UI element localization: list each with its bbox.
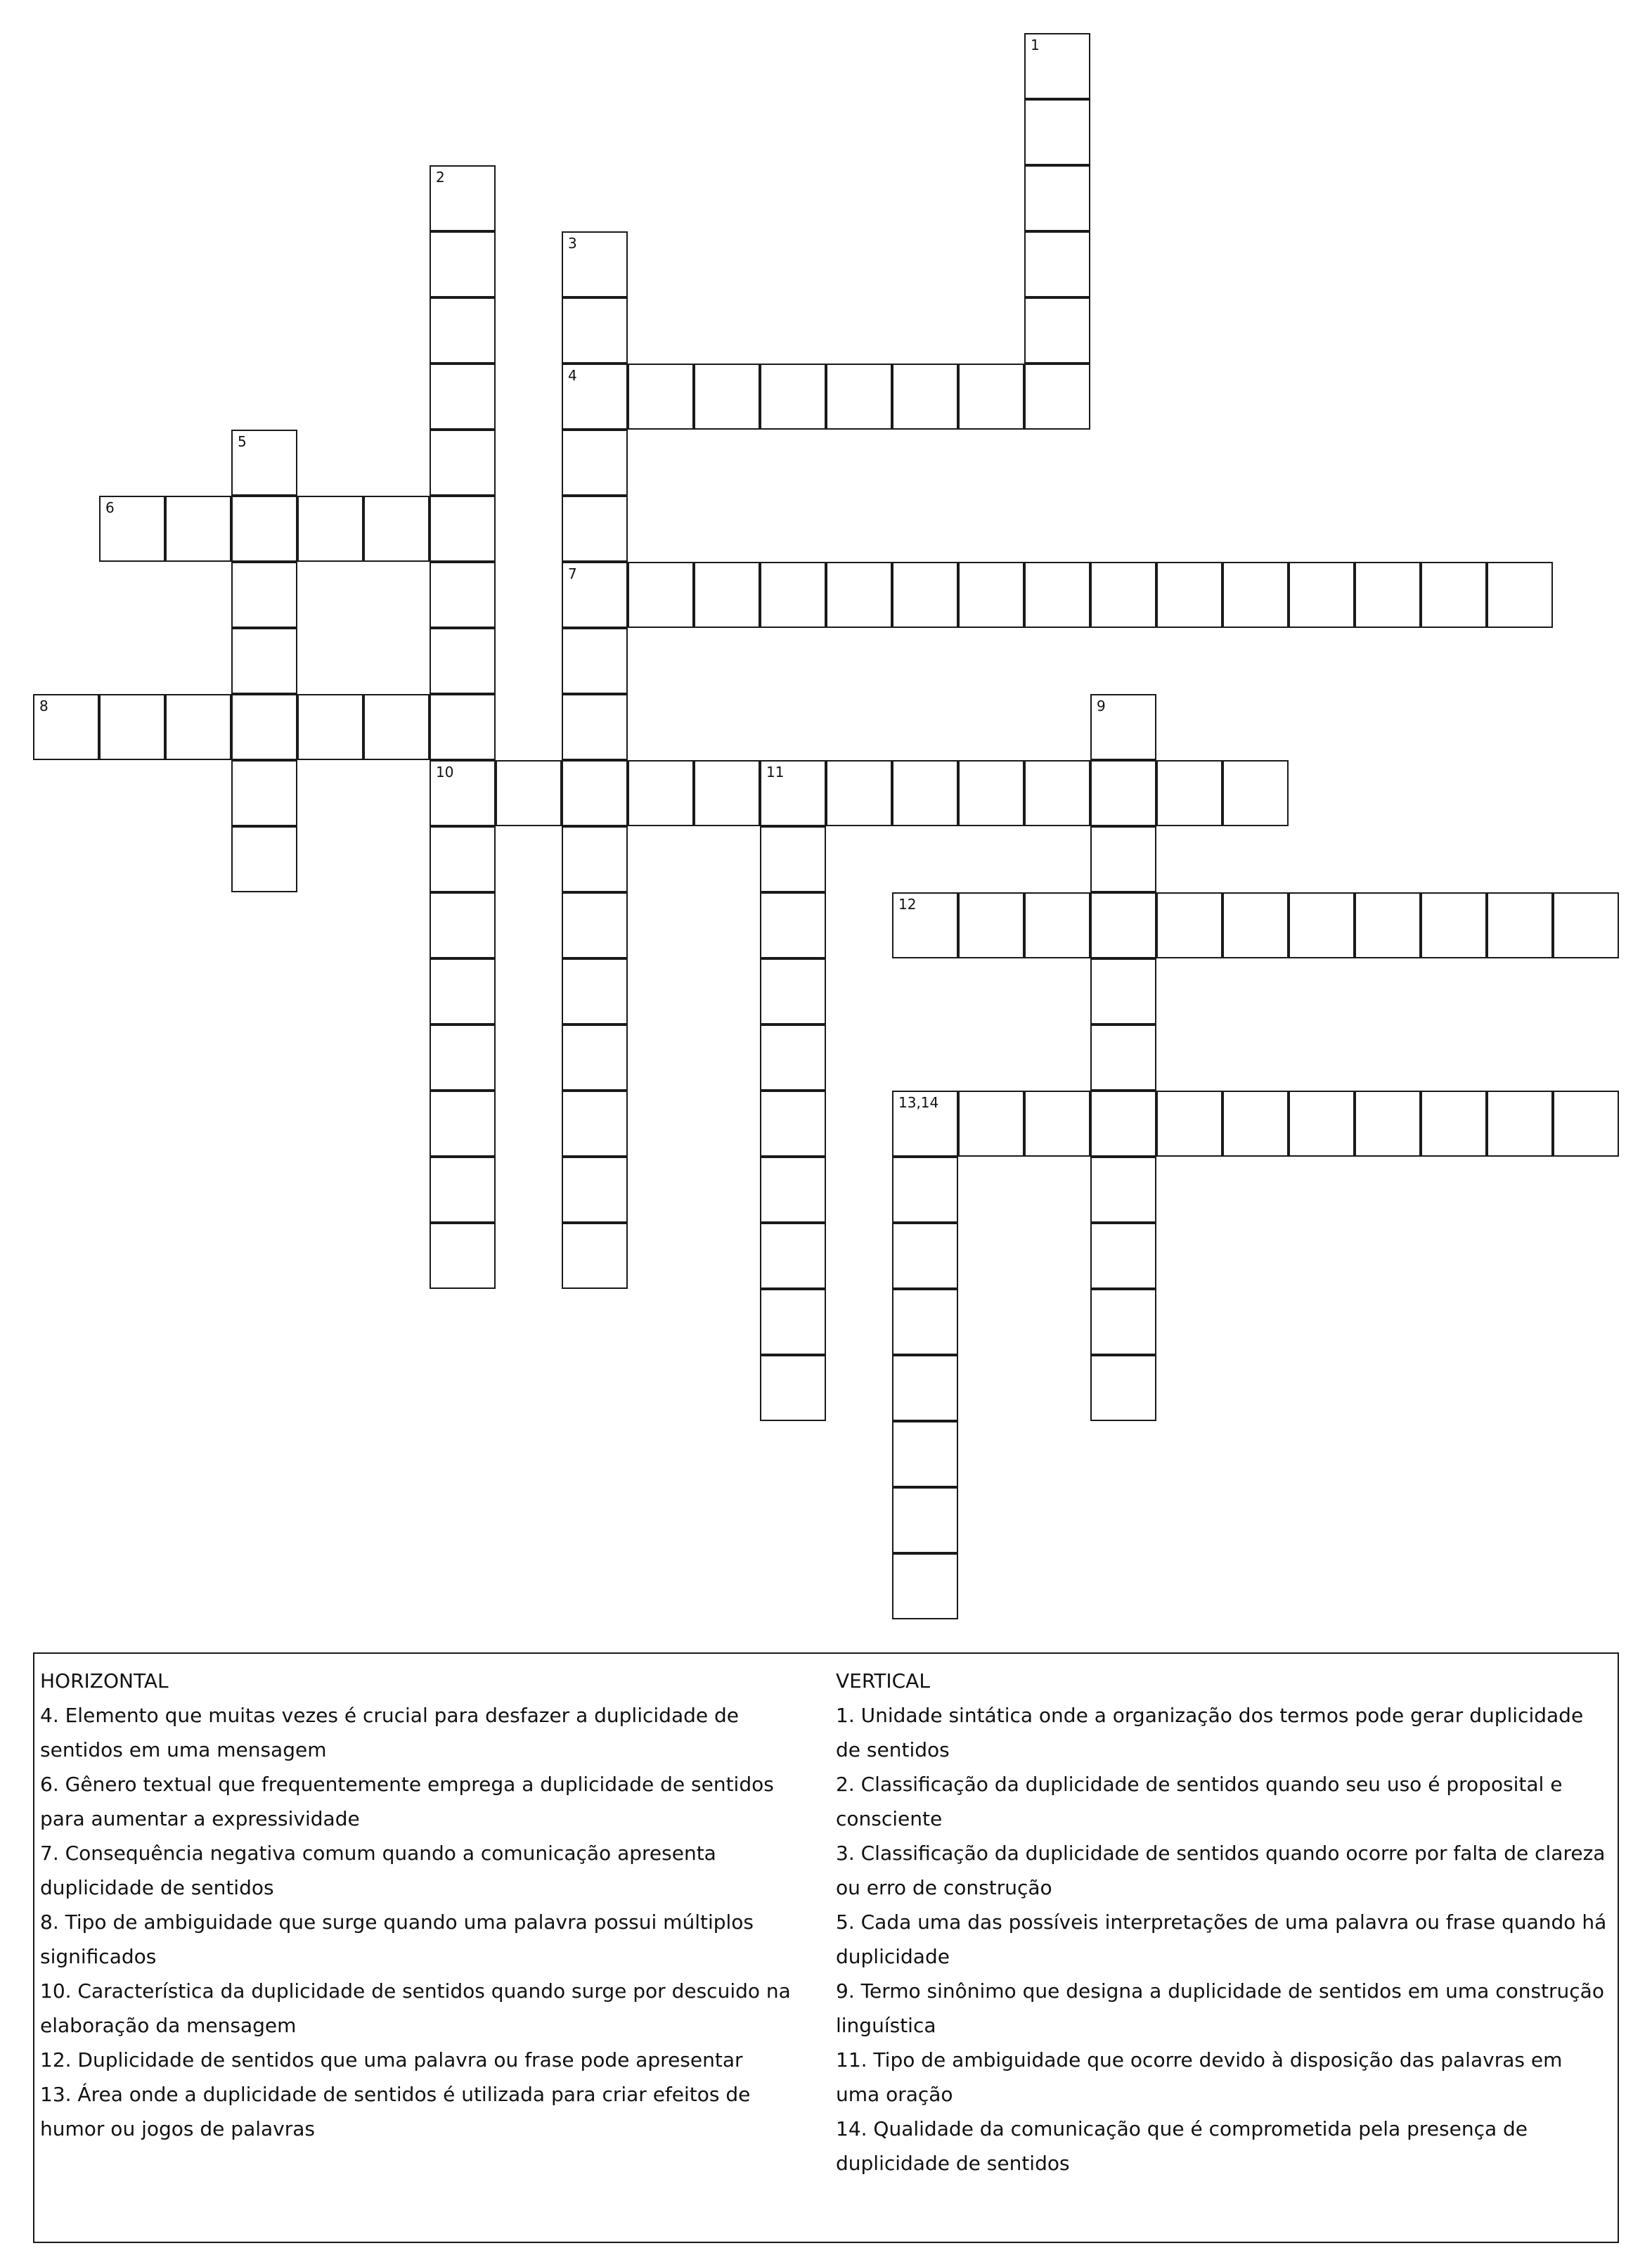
crossword-cell[interactable]	[231, 826, 297, 892]
crossword-cell[interactable]	[1024, 231, 1090, 297]
crossword-cell[interactable]	[1090, 1157, 1156, 1223]
crossword-cell[interactable]	[165, 694, 231, 760]
clue-number: 1	[1031, 37, 1040, 53]
crossword-cell[interactable]	[1421, 562, 1487, 628]
crossword-cell[interactable]	[231, 430, 297, 496]
crossword-cell[interactable]	[628, 760, 694, 826]
crossword-cell[interactable]	[1289, 562, 1355, 628]
crossword-cell[interactable]	[1090, 1355, 1156, 1421]
crossword-cell[interactable]	[628, 364, 694, 430]
crossword-cell[interactable]	[1090, 958, 1156, 1025]
vertical-heading: VERTICAL	[836, 1669, 930, 1693]
crossword-cell[interactable]	[1024, 892, 1090, 958]
crossword-cell[interactable]	[496, 760, 562, 826]
crossword-cell[interactable]	[958, 562, 1024, 628]
crossword-cell[interactable]	[760, 1025, 826, 1091]
crossword-cell[interactable]	[363, 694, 430, 760]
clue-number: 5	[238, 433, 247, 450]
crossword-cell[interactable]	[430, 297, 496, 364]
crossword-cell[interactable]	[892, 1487, 958, 1553]
clue-number: 8	[39, 698, 49, 714]
crossword-cell[interactable]	[958, 1091, 1024, 1157]
crossword-cell[interactable]	[1355, 1091, 1421, 1157]
crossword-cell[interactable]	[892, 892, 958, 958]
crossword-cell[interactable]	[562, 760, 628, 826]
clue-number-7: 7	[568, 565, 577, 582]
crossword-cell[interactable]	[430, 165, 496, 231]
horizontal-heading: HORIZONTAL	[40, 1669, 169, 1693]
crossword-cell[interactable]	[1090, 562, 1156, 628]
crossword-cell[interactable]	[1355, 562, 1421, 628]
crossword-cell[interactable]	[430, 496, 496, 562]
crossword-cell[interactable]	[892, 1553, 958, 1619]
crossword-cell[interactable]	[826, 760, 892, 826]
crossword-cell[interactable]	[430, 1091, 496, 1157]
crossword-cell[interactable]	[694, 760, 760, 826]
crossword-cell[interactable]	[892, 1091, 958, 1157]
crossword-cell[interactable]	[694, 562, 760, 628]
crossword-cell[interactable]	[892, 1289, 958, 1355]
clue-vertical-11: 11. Tipo de ambiguidade que ocorre devido à disposição das palavras em uma oração	[836, 2048, 1563, 2106]
crossword-cell[interactable]	[1289, 1091, 1355, 1157]
crossword-cell[interactable]	[297, 694, 363, 760]
clue-number: 3	[568, 235, 577, 252]
clue-number: 12	[898, 896, 917, 913]
clue-horizontal-7: 7. Consequência negativa comum quando a comunicação apresenta duplicidade de sentidos	[40, 1842, 716, 1899]
crossword-cell[interactable]	[958, 364, 1024, 430]
crossword-cell[interactable]	[1090, 892, 1156, 958]
horizontal-clues	[40, 1664, 820, 2146]
clue-number: 13,14	[898, 1094, 939, 1111]
crossword-cell[interactable]	[562, 1223, 628, 1289]
crossword-cell[interactable]	[892, 760, 958, 826]
clue-horizontal-6: 6. Gênero textual que frequentemente emprega a duplicidade de sentidos para aumentar a expressividade	[40, 1773, 774, 1830]
clue-horizontal-10: 10. Característica da duplicidade de sentidos quando surge por descuido na elaboração da mensagem	[40, 1979, 791, 2037]
crossword-cell[interactable]	[892, 1223, 958, 1289]
clue-horizontal-4: 4. Elemento que muitas vezes é crucial para desfazer a duplicidade de sentidos em uma mensagem	[40, 1704, 739, 1761]
crossword-cell[interactable]	[562, 1025, 628, 1091]
crossword-cell[interactable]	[1024, 1091, 1090, 1157]
crossword-cell[interactable]	[892, 1421, 958, 1487]
crossword-cell[interactable]	[826, 562, 892, 628]
crossword-cell[interactable]	[1421, 892, 1487, 958]
crossword-cell[interactable]	[1156, 760, 1222, 826]
crossword-cell[interactable]	[892, 1157, 958, 1223]
crossword-cell[interactable]	[99, 496, 165, 562]
crossword-cell[interactable]	[958, 892, 1024, 958]
crossword-cell[interactable]	[1090, 694, 1156, 760]
crossword-cell[interactable]	[1156, 1091, 1222, 1157]
crossword-cell[interactable]	[231, 496, 297, 562]
clue-number: 6	[105, 499, 115, 516]
crossword-cell[interactable]	[165, 496, 231, 562]
crossword-cell[interactable]	[231, 628, 297, 694]
crossword-cell[interactable]	[1421, 1091, 1487, 1157]
clue-number: 11	[766, 764, 785, 781]
crossword-cell[interactable]	[562, 430, 628, 496]
crossword-cell[interactable]	[892, 562, 958, 628]
crossword-cell[interactable]	[562, 628, 628, 694]
crossword-cell[interactable]	[430, 1157, 496, 1223]
crossword-cell[interactable]	[231, 562, 297, 628]
clue-number-4: 4	[568, 367, 577, 384]
crossword-cell[interactable]	[1090, 1025, 1156, 1091]
crossword-cell[interactable]	[430, 628, 496, 694]
clue-horizontal-13: 13. Área onde a duplicidade de sentidos é utilizada para criar efeitos de humor ou jogos de palavras	[40, 2083, 751, 2140]
crossword-cell[interactable]	[760, 1157, 826, 1223]
crossword-cell[interactable]	[562, 496, 628, 562]
crossword-cell[interactable]	[430, 958, 496, 1025]
crossword-cell[interactable]	[430, 364, 496, 430]
clue-number-10: 10	[436, 764, 454, 781]
crossword-cell[interactable]	[760, 562, 826, 628]
crossword-cell[interactable]	[1222, 1091, 1289, 1157]
crossword-cell[interactable]	[231, 694, 297, 760]
crossword-cell[interactable]	[1024, 760, 1090, 826]
crossword-cell[interactable]	[694, 364, 760, 430]
crossword-cell[interactable]	[430, 1025, 496, 1091]
crossword-cell[interactable]	[430, 694, 496, 760]
crossword-cell[interactable]	[430, 562, 496, 628]
crossword-cell[interactable]	[1487, 562, 1553, 628]
crossword-cell[interactable]	[33, 694, 99, 760]
crossword-cell[interactable]	[1024, 297, 1090, 364]
crossword-cell[interactable]	[562, 1157, 628, 1223]
crossword-cell[interactable]	[1024, 33, 1090, 99]
crossword-cell[interactable]	[1024, 99, 1090, 165]
crossword-cell[interactable]	[1024, 165, 1090, 231]
crossword-cell[interactable]	[231, 760, 297, 826]
crossword-cell[interactable]	[1156, 892, 1222, 958]
crossword-cell[interactable]	[1024, 562, 1090, 628]
crossword-cell[interactable]	[1487, 892, 1553, 958]
clue-vertical-2: 2. Classificação da duplicidade de sentidos quando seu uso é proposital e consciente	[836, 1773, 1563, 1830]
crossword-cell[interactable]	[1355, 892, 1421, 958]
clue-horizontal-12: 12. Duplicidade de sentidos que uma palavra ou frase pode apresentar	[40, 2048, 743, 2072]
crossword-cell[interactable]	[430, 826, 496, 892]
clue-number: 9	[1097, 698, 1106, 714]
crossword-cell[interactable]	[628, 562, 694, 628]
crossword-cell[interactable]	[430, 231, 496, 297]
crossword-cell[interactable]	[562, 958, 628, 1025]
crossword-cell[interactable]	[1090, 1091, 1156, 1157]
crossword-cell[interactable]	[760, 760, 826, 826]
crossword-cell[interactable]	[562, 1091, 628, 1157]
crossword-cell[interactable]	[892, 1355, 958, 1421]
crossword-cell[interactable]	[892, 364, 958, 430]
clues-box	[33, 1652, 1619, 2243]
clue-number: 2	[436, 169, 445, 186]
vertical-clues	[836, 1664, 1609, 2180]
crossword-cell[interactable]	[1222, 562, 1289, 628]
crossword-cell[interactable]	[363, 496, 430, 562]
crossword-cell[interactable]	[1090, 1223, 1156, 1289]
crossword-cell[interactable]	[1289, 892, 1355, 958]
crossword-cell[interactable]	[562, 826, 628, 892]
crossword-cell[interactable]	[1222, 760, 1289, 826]
crossword-cell[interactable]	[1222, 892, 1289, 958]
clue-vertical-5: 5. Cada uma das possíveis interpretações de uma palavra ou frase quando há duplicidade	[836, 1910, 1607, 1968]
crossword-cell[interactable]	[1553, 892, 1619, 958]
crossword-cell[interactable]	[1487, 1091, 1553, 1157]
crossword-cell[interactable]	[760, 1223, 826, 1289]
crossword-cell[interactable]	[430, 1223, 496, 1289]
clue-vertical-1: 1. Unidade sintática onde a organização dos termos pode gerar duplicidade de sentidos	[836, 1704, 1584, 1761]
crossword-cell[interactable]	[760, 1091, 826, 1157]
crossword-cell[interactable]	[760, 958, 826, 1025]
crossword-cell[interactable]	[297, 496, 363, 562]
crossword-cell[interactable]	[562, 694, 628, 760]
crossword-cell[interactable]	[1090, 1289, 1156, 1355]
crossword-cell[interactable]	[430, 430, 496, 496]
crossword-cell[interactable]	[430, 892, 496, 958]
crossword-cell[interactable]	[1024, 364, 1090, 430]
crossword-cell[interactable]	[760, 1355, 826, 1421]
crossword-cell[interactable]	[562, 892, 628, 958]
crossword-cell[interactable]	[760, 892, 826, 958]
crossword-cell[interactable]	[760, 826, 826, 892]
crossword-cell[interactable]	[826, 364, 892, 430]
crossword-cell[interactable]	[958, 760, 1024, 826]
crossword-cell[interactable]	[1090, 760, 1156, 826]
crossword-cell[interactable]	[1156, 562, 1222, 628]
crossword-cell[interactable]	[562, 231, 628, 297]
crossword-cell[interactable]	[99, 694, 165, 760]
clue-horizontal-8: 8. Tipo de ambiguidade que surge quando uma palavra possui múltiplos significados	[40, 1910, 754, 1968]
clue-vertical-14: 14. Qualidade da comunicação que é comprometida pela presença de duplicidade de sentidos	[836, 2117, 1528, 2175]
crossword-cell[interactable]	[760, 364, 826, 430]
crossword-cell[interactable]	[562, 297, 628, 364]
clue-vertical-9: 9. Termo sinônimo que designa a duplicidade de sentidos em uma construção linguística	[836, 1979, 1604, 2037]
crossword-cell[interactable]	[1090, 826, 1156, 892]
clue-vertical-3: 3. Classificação da duplicidade de sentidos quando ocorre por falta de clareza ou erro de construção	[836, 1842, 1606, 1899]
crossword-cell[interactable]	[1553, 1091, 1619, 1157]
crossword-cell[interactable]	[760, 1289, 826, 1355]
